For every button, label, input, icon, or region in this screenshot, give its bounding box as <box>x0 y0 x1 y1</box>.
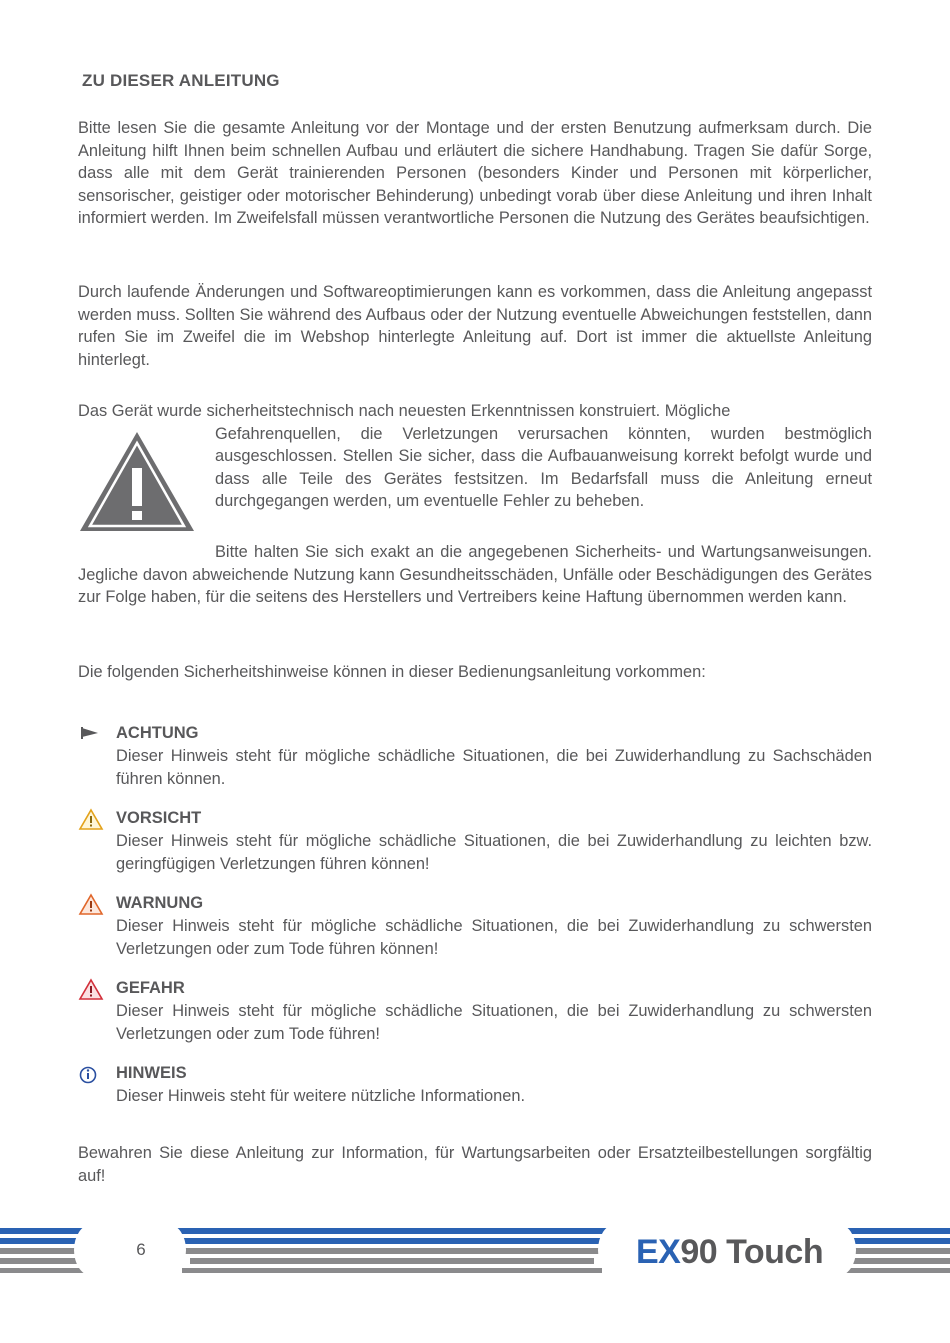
notice-text: Dieser Hinweis steht für mögliche schädliche Situationen, die bei Zuwiderhandlung zu leichten bzw. geringfügigen Verletzungen führen können! <box>116 832 872 873</box>
safety-first-line: Das Gerät wurde sicherheitstechnisch nach neuesten Erkenntnissen konstruiert. Mögliche <box>78 402 731 420</box>
closing-paragraph: Bewahren Sie diese Anleitung zur Information, für Wartungsarbeiten oder Ersatzteilbestellungen sorgfältig auf! <box>78 1144 872 1185</box>
intro-paragraph: Bitte lesen Sie die gesamte Anleitung vor der Montage und der ersten Benutzung aufmerksam durch. Die Anleitung hilft Ihnen beim schnellen Aufbau und erläutert die sichere Handhabung. Tragen Sie dafür Sorge, dass alle mit dem Gerät trainierenden Personen (besonders Kinder und Personen mit körperlicher, sensorischer, geistiger oder motorischer Behinderung) unbedingt vorab über diese Anleitung und ihren Inhalt informiert werden. Im Zweifelsfall müssen verantwortliche Personen die Nutzung des Gerätes beaufsichtigen. <box>78 119 872 228</box>
caution-triangle-icon <box>78 808 104 830</box>
safety-warning-block <box>78 400 872 513</box>
section-heading: ZU DIESER ANLEITUNG <box>82 71 280 90</box>
updates-paragraph: Durch laufende Änderungen und Softwareoptimierungen kann es vorkommen, dass die Anleitung angepasst werden muss. Sollten Sie während des Aufbaus oder der Nutzung eventuelle Abweichungen feststellen, dann rufen Sie im Zweifel die im Webshop hinterlegte Anleitung auf. Dort ist immer die aktuellste Anleitung hinterlegt. <box>78 283 872 369</box>
notice-title: WARNUNG <box>116 894 204 912</box>
safety-rest-text: Gefahrenquellen, die Verletzungen verursachen könnten, wurden bestmöglich ausgeschlossen. Stellen Sie sicher, dass die Aufbauanweisung korrekt befolgt wurde und dass alle Teile des Gerätes festsitzen. Im Bedarfsfall muss die Anleitung erneut durchgegangen werden, um eventuelle Fehler zu beheben. <box>215 424 872 511</box>
brand-part-ex: EX <box>636 1233 681 1271</box>
notice-title: VORSICHT <box>116 809 202 827</box>
danger-triangle-icon <box>78 978 104 1000</box>
info-icon <box>78 1063 104 1085</box>
notice-text: Dieser Hinweis steht für weitere nützliche Informationen. <box>116 1087 526 1105</box>
exclamation-triangle-icon <box>78 430 196 534</box>
brand-logo <box>636 1230 823 1274</box>
notice-intro: Die folgenden Sicherheitshinweise können in dieser Bedienungsanleitung vorkommen: <box>78 663 706 681</box>
notice-title: GEFAHR <box>116 979 185 997</box>
notice-title: HINWEIS <box>116 1064 187 1082</box>
brand-part-model: 90 Touch <box>680 1233 824 1271</box>
notice-title: ACHTUNG <box>116 724 199 742</box>
page-number: 6 <box>136 1240 146 1259</box>
warning-triangle-icon <box>78 893 104 915</box>
notice-text: Dieser Hinweis steht für mögliche schädliche Situationen, die bei Zuwiderhandlung zu Sachschäden führen können. <box>116 747 872 788</box>
flag-arrow-icon <box>78 723 104 745</box>
notice-text: Dieser Hinweis steht für mögliche schädliche Situationen, die bei Zuwiderhandlung zu schwersten Verletzungen oder zum Tode führen können! <box>116 917 872 958</box>
instructions-paragraph: Bitte halten Sie sich exakt an die angegebenen Sicherheits- und Wartungsanweisungen. Jegliche davon abweichende Nutzung kann Gesundheitsschäden, Unfälle oder Beschädigungen des Gerätes zur Folge haben, für die seitens des Herstellers und Vertreibers keine Haftung übernommen werden kann. <box>78 543 872 607</box>
notice-text: Dieser Hinweis steht für mögliche schädliche Situationen, die bei Zuwiderhandlung zu schwersten Verletzungen oder zum Tode führen! <box>116 1002 872 1043</box>
